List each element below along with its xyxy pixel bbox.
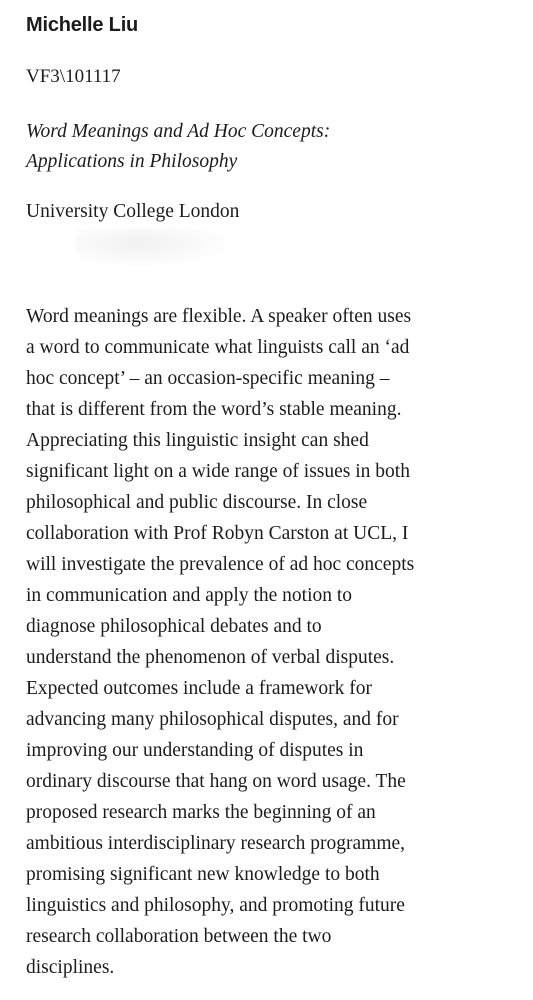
abstract-line: collaboration with Prof Robyn Carston at UCL, I: [26, 523, 409, 544]
abstract-line: a word to communicate what linguists call an ‘ad: [26, 337, 410, 358]
abstract-line: linguistics and philosophy, and promoting future: [26, 895, 405, 916]
institution-name: University College London: [26, 201, 240, 222]
abstract-line: will investigate the prevalence of ad hoc concepts: [26, 554, 415, 575]
abstract-line: hoc concept’ – an occasion-specific meaning –: [26, 368, 390, 389]
abstract-line: Expected outcomes include a framework for: [26, 678, 372, 699]
abstract-line: significant light on a wide range of issues in both: [26, 461, 410, 482]
reference-code: VF3\101117: [26, 66, 121, 87]
abstract-line: in communication and apply the notion to: [26, 585, 353, 606]
abstract-line: understand the phenomenon of verbal disputes.: [26, 647, 395, 668]
abstract-line: advancing many philosophical disputes, and for: [26, 709, 399, 730]
project-abstract: [26, 301, 516, 983]
author-name: Michelle Liu: [26, 14, 139, 36]
abstract-line: ambitious interdisciplinary research programme,: [26, 833, 406, 854]
abstract-line: promising significant new knowledge to both: [26, 864, 380, 885]
project-title-line: Word Meanings and Ad Hoc Concepts:: [26, 121, 331, 142]
project-title: [26, 117, 506, 177]
abstract-line: philosophical and public discourse. In close: [26, 492, 368, 513]
abstract-line: proposed research marks the beginning of an: [26, 802, 376, 823]
abstract-line: improving our understanding of disputes in: [26, 740, 364, 761]
abstract-line: diagnose philosophical debates and to: [26, 616, 322, 637]
abstract-line: ordinary discourse that hang on word usage. The: [26, 771, 406, 792]
abstract-line: research collaboration between the two: [26, 926, 332, 947]
faint-smudge: [76, 228, 236, 268]
project-title-line: Applications in Philosophy: [26, 151, 238, 172]
abstract-line: disciplines.: [26, 957, 115, 978]
abstract-line: Appreciating this linguistic insight can shed: [26, 430, 369, 451]
abstract-line: that is different from the word’s stable meaning.: [26, 399, 402, 420]
abstract-line: Word meanings are flexible. A speaker often uses: [26, 306, 412, 327]
